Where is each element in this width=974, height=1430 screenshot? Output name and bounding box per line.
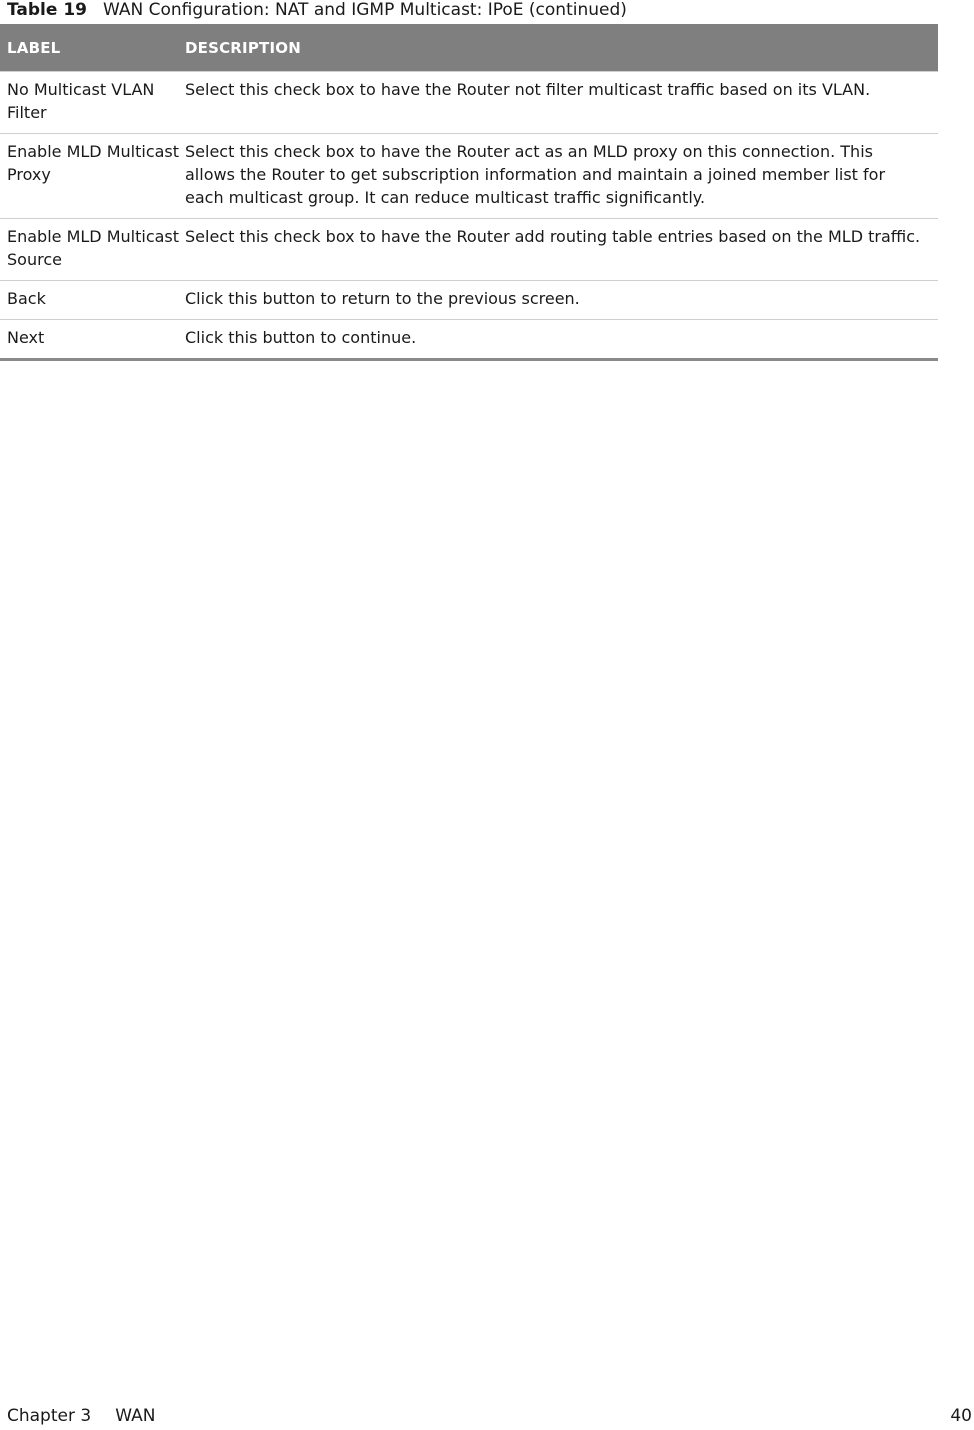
wan-configuration-table: [0, 24, 938, 361]
table-title: WAN Configuration: NAT and IGMP Multicast: IPoE (continued): [102, 0, 627, 20]
footer-section: WAN: [115, 1406, 156, 1426]
table-row: [0, 280, 938, 319]
table-row: [0, 133, 938, 218]
table-row: [0, 218, 938, 280]
table-header-row: [0, 24, 938, 71]
row-label: Back: [7, 289, 46, 308]
page-footer-chapter: [7, 1405, 155, 1427]
footer-chapter: Chapter 3: [7, 1406, 92, 1426]
table-row: [0, 71, 938, 133]
row-description: Click this button to return to the previous screen.: [185, 289, 580, 308]
row-label: Enable MLD Multicast Source: [7, 227, 180, 269]
row-label: No Multicast VLAN Filter: [7, 80, 155, 122]
row-description: Select this check box to have the Router act as an MLD proxy on this connection. This allows the Router to get subscription information and maintain a joined member list for each multicast group. It can reduce multicast traffic significantly.: [185, 142, 886, 207]
row-label: Next: [7, 328, 45, 347]
header-label: LABEL: [7, 38, 61, 57]
row-description: Select this check box to have the Router not filter multicast traffic based on its VLAN.: [185, 80, 871, 99]
row-description: Select this check box to have the Router add routing table entries based on the MLD traffic.: [185, 227, 921, 246]
row-label: Enable MLD Multicast Proxy: [7, 142, 180, 184]
page-number: 40: [950, 1406, 972, 1426]
header-description: DESCRIPTION: [185, 38, 301, 57]
row-description: Click this button to continue.: [185, 328, 417, 347]
table-number: Table 19: [7, 0, 87, 20]
table-caption: [7, 0, 627, 22]
table-row: [0, 319, 938, 358]
